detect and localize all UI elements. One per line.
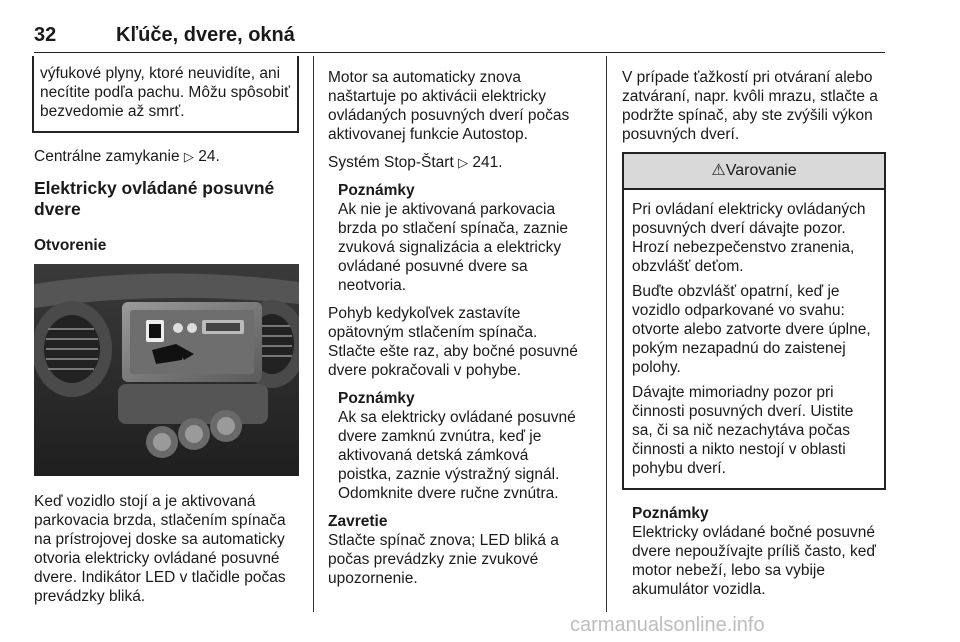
warning-text: Pri ovládaní elektricky ovládaných posuvných dverí dávajte pozor. Hrozí nebezpečenstvo zranenia, obzvlášť deťom. [632,201,866,275]
section-heading: Elektricky ovládané posuvné dvere [34,178,275,219]
column-divider [606,56,607,612]
warning-body [624,190,884,488]
column-1 [34,56,299,606]
note-title: Poznámky [338,182,415,199]
arrow-ref-icon: ▷ [458,155,469,170]
note-title: Poznámky [632,505,709,522]
stop-start-ref: Systém Stop-Štart ▷ 241. [328,154,503,171]
page-ref[interactable]: 24. [198,148,220,165]
dashboard-illustration [34,264,299,476]
column-2 [328,68,583,588]
warning-continuation-box [32,56,299,133]
central-locking-ref: Centrálne zamykanie ▷ 24. [34,148,220,165]
column-divider [313,56,314,612]
autostop-paragraph: Motor sa automaticky znova naštartuje po aktivácii elektricky ovládaných posuvných dverí počas aktivovanej funkcie Autostop. [328,69,570,143]
subheading-closing: Zavretie [328,513,388,530]
note-title: Poznámky [338,390,415,407]
watermark: carmanualsonline.info [570,614,765,636]
page-ref[interactable]: 241. [472,154,503,171]
warning-box [622,152,886,490]
dashboard-switch-photo [34,264,299,476]
note-3 [622,504,886,599]
warning-text: Buďte obzvlášť opatrní, keď je vozidlo odparkované vo svahu: otvorte alebo zatvorte dvere úplne, pokým nezapadnú do zaistenej polohy. [632,283,871,376]
note-1 [328,181,583,295]
page-header [34,22,885,53]
warning-header [624,154,884,190]
opening-paragraph: Keď vozidlo stojí a je aktivovaná parkovacia brzda, stlačením spínača na prístrojovej doske sa automaticky otvoria elektricky ovládané posuvné dvere. Indikátor LED v tlačidle počas prevádzky bliká. [34,493,286,605]
subheading-opening: Otvorenie [34,237,107,254]
column-3 [622,68,886,599]
note-text: Ak sa elektricky ovládané posuvné dvere zamknú zvnútra, keď je aktivovaná detská zámková poistka, zaznie výstražný signál. Odomknite dvere ručne zvnútra. [338,409,576,502]
note-2 [328,389,583,503]
warning-continuation-text: výfukové plyny, ktoré neuvidíte, ani necítite podľa pachu. Môžu spôsobiť bezvedomie až smrť. [40,65,290,120]
page-title: Kľúče, dvere, okná [116,24,295,46]
note-text: Elektricky ovládané bočné posuvné dvere nepoužívajte príliš často, keď motor nebeží, lebo sa vybije akumulátor vozidla. [632,524,876,598]
warning-title: Varovanie [725,162,797,179]
stop-paragraph: Pohyb kedykoľvek zastavíte opätovným stlačením spínača. Stlačte ešte raz, aby bočné posuvné dvere pokračovali v pohybe. [328,305,578,379]
page-number: 32 [34,24,57,46]
difficulty-paragraph: V prípade ťažkostí pri otváraní alebo zatváraní, napr. kvôli mrazu, stlačte a podržte spínač, aby ste zvýšili výkon posuvných dverí. [622,69,878,143]
warning-text: Dávajte mimoriadny pozor pri činnosti posuvných dverí. Uistite sa, či sa nič nezachytáva počas činnosti a nikto nestojí v oblasti pohybu dverí. [632,384,854,477]
closing-paragraph: Stlačte spínač znova; LED bliká a počas prevádzky znie zvukové upozornenie. [328,532,559,587]
warning-triangle-icon: ⚠ [711,162,726,179]
note-text: Ak nie je aktivovaná parkovacia brzda po stlačení spínača, zaznie zvuková signalizácia a elektricky ovládané posuvné dvere sa neotvoria. [338,201,569,294]
arrow-ref-icon: ▷ [183,149,194,164]
